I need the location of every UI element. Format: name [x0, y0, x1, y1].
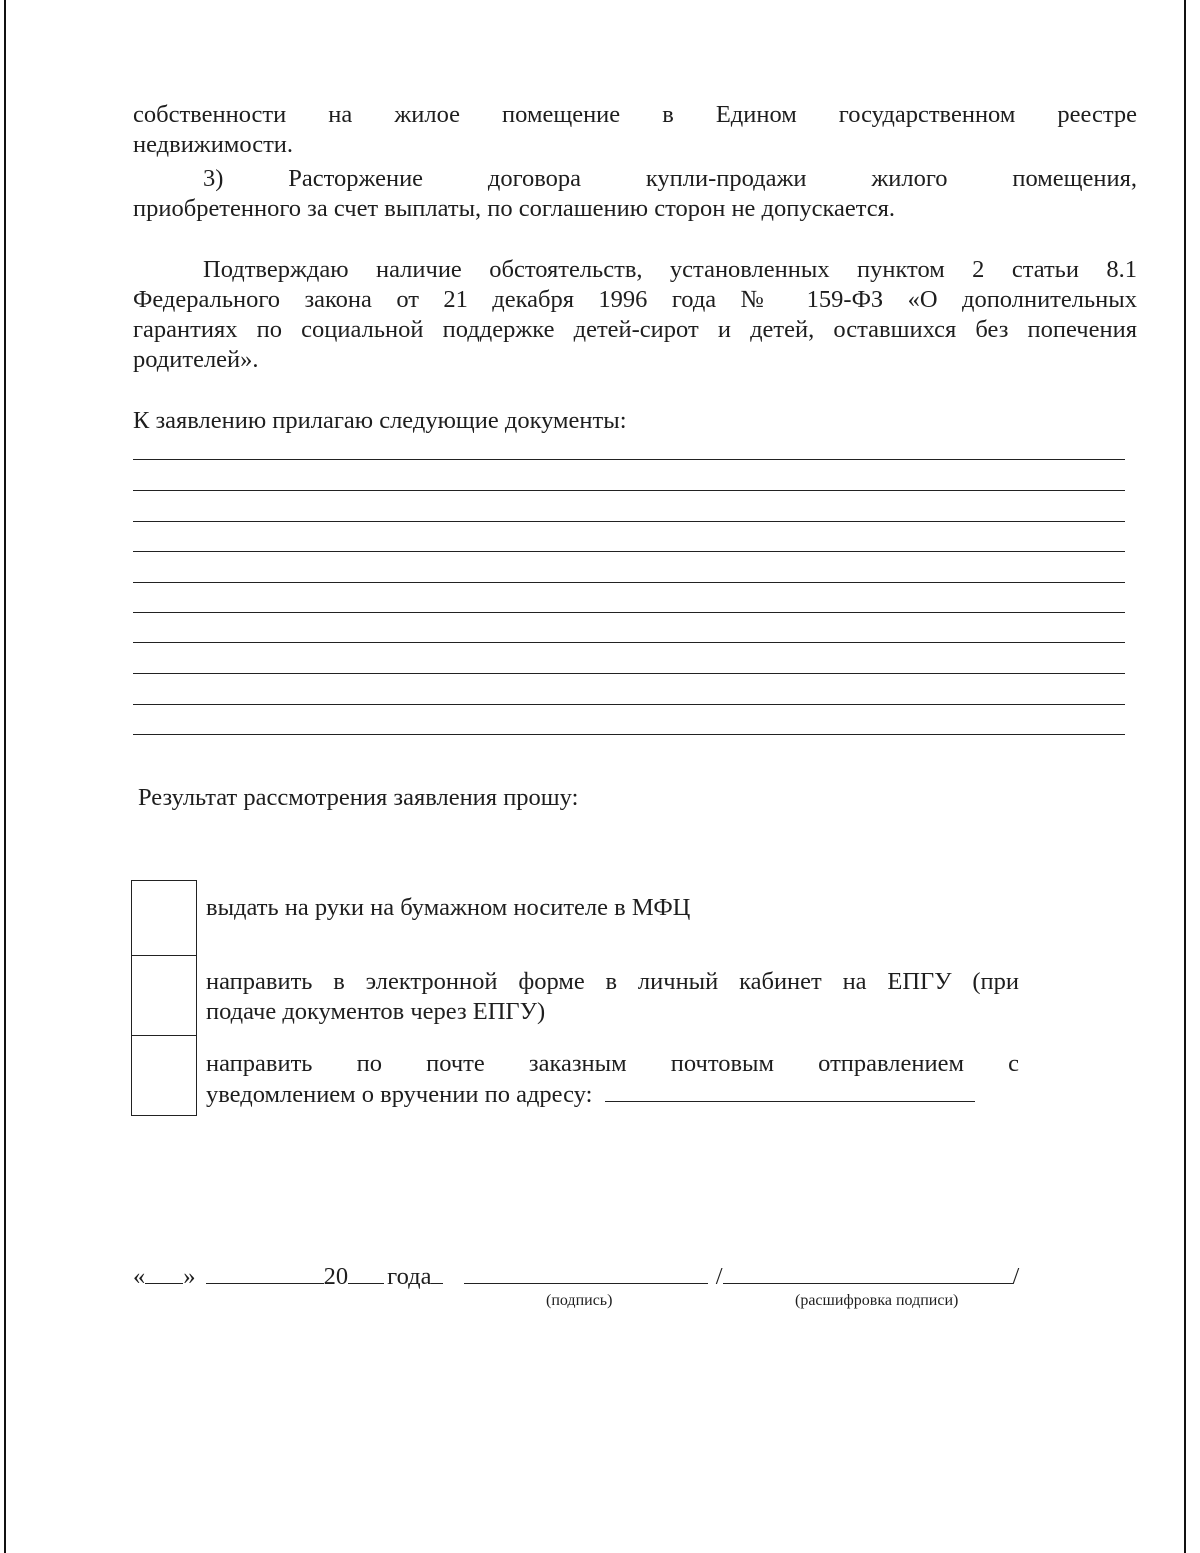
separator-end: / [1012, 1263, 1020, 1290]
separator: / [715, 1263, 723, 1290]
option-checkbox-mail[interactable] [131, 1035, 197, 1116]
option-label-mail-text: уведомлением о вручении по адресу: [206, 1081, 593, 1108]
attachment-input-line[interactable] [133, 612, 1125, 613]
attachment-input-line[interactable] [133, 582, 1125, 583]
signature-row [133, 1261, 1019, 1293]
attachment-input-line[interactable] [133, 459, 1125, 460]
attachment-input-line[interactable] [133, 673, 1125, 674]
text-line: недвижимости. [133, 131, 294, 158]
attachment-input-line[interactable] [133, 734, 1125, 735]
option-checkbox-epgu[interactable] [131, 955, 197, 1036]
confirm-line: родителей». [133, 346, 259, 373]
signature-decoding-field[interactable] [723, 1261, 1013, 1284]
month-field[interactable] [206, 1261, 324, 1284]
decoding-caption: (расшифровка подписи) [795, 1292, 959, 1309]
attachments-heading: К заявлению прилагаю следующие документы: [133, 407, 627, 434]
option-label-epgu-cont: подаче документов через ЕПГУ) [206, 998, 546, 1025]
quote-open: « [133, 1263, 146, 1290]
confirm-line: Подтверждаю наличие обстоятельств, установленных пунктом 2 статьи 8.1 [203, 256, 1137, 283]
year-prefix: 20 [323, 1263, 349, 1290]
result-heading: Результат рассмотрения заявления прошу: [138, 784, 579, 811]
attachment-input-line[interactable] [133, 642, 1125, 643]
clause-3-line: 3) Расторжение договора купли-продажи жилого помещения, [203, 165, 1137, 192]
confirm-line: гарантиях по социальной поддержке детей-сирот и детей, оставшихся без попечения [133, 316, 1137, 343]
attachment-input-line[interactable] [133, 551, 1125, 552]
signature-caption: (подпись) [546, 1292, 613, 1309]
text-line: собственности на жилое помещение в Едином государственном реестре [133, 101, 1137, 128]
year-field[interactable] [348, 1261, 384, 1284]
attachment-input-line[interactable] [133, 490, 1125, 491]
year-suffix: года [387, 1263, 432, 1290]
address-field[interactable] [605, 1079, 975, 1102]
signature-field[interactable] [464, 1261, 708, 1284]
quote-close: » [183, 1263, 196, 1290]
option-checkbox-mfc[interactable] [131, 880, 197, 956]
confirm-line: Федерального закона от 21 декабря 1996 года № 159-ФЗ «О дополнительных [133, 286, 1137, 313]
day-field[interactable] [145, 1261, 183, 1284]
page-border [4, 0, 1186, 1553]
option-label-mail: направить по почте заказным почтовым отправлением с [206, 1050, 1019, 1077]
option-label-mfc: выдать на руки на бумажном носителе в МФЦ [206, 894, 691, 921]
option-label-epgu: направить в электронной форме в личный кабинет на ЕПГУ (при [206, 968, 1019, 995]
option-label-mail-cont [206, 1079, 975, 1111]
year-suffix-blank [431, 1261, 443, 1284]
text-line: приобретенного за счет выплаты, по соглашению сторон не допускается. [133, 195, 896, 222]
attachment-input-line[interactable] [133, 704, 1125, 705]
attachment-input-line[interactable] [133, 521, 1125, 522]
